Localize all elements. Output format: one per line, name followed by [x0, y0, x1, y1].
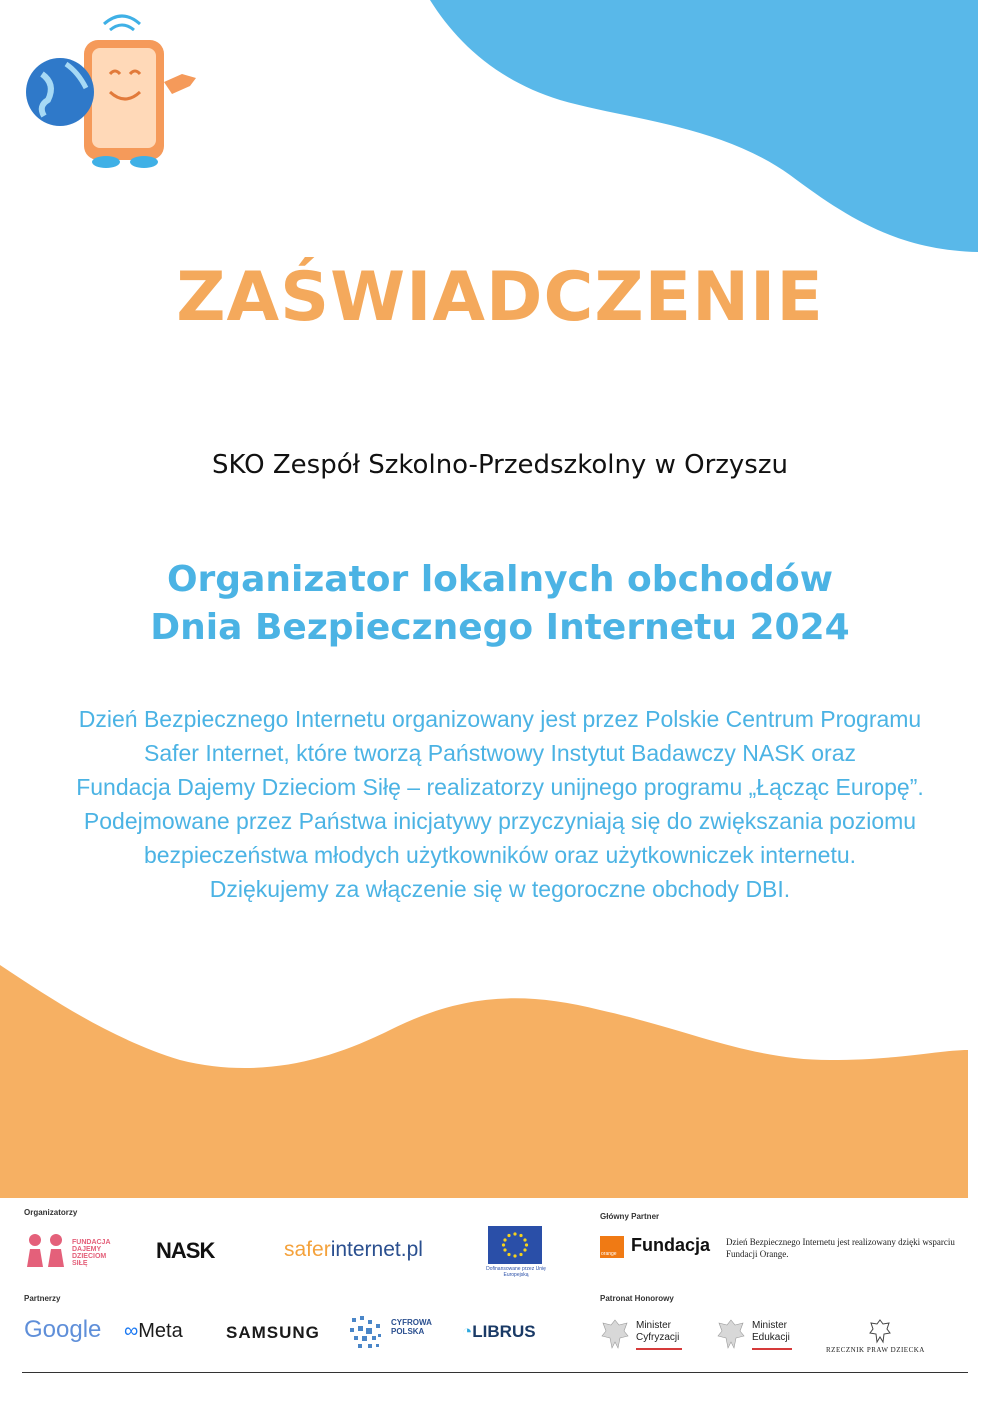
- main-partner-label: Główny Partner: [600, 1212, 660, 1221]
- cyfrowa-line: CYFROWA: [391, 1318, 432, 1327]
- body-line: Safer Internet, które tworzą Państwowy Instytut Badawczy NASK oraz: [143, 740, 857, 766]
- bottom-divider: [22, 1372, 968, 1373]
- body-line: Podejmowane przez Państwa inicjatywy przyczyniają się do zwiększania poziomu: [83, 808, 917, 834]
- certificate-subtitle: [0, 556, 1000, 652]
- fdds-line: DZIECIOM: [72, 1253, 107, 1260]
- recipient-name: SKO Zespół Szkolno-Przedszkolny w Orzyszu: [212, 450, 788, 480]
- safer-rest: internet.pl: [330, 1238, 423, 1261]
- minister-line: Cyfryzacji: [636, 1332, 680, 1343]
- rzecznik-praw-dziecka: RZECZNIK PRAW DZIECKA: [826, 1346, 925, 1354]
- minister-underline: [636, 1348, 682, 1350]
- safer-accent: safer: [284, 1238, 331, 1261]
- minister-line: Edukacji: [752, 1332, 790, 1343]
- body-line: Fundacja Dajemy Dzieciom Siłę – realizatorzy unijnego programu „Łącząc Europę”.: [76, 774, 924, 800]
- body-line: Dziękujemy za włączenie się w tegoroczne obchody DBI.: [209, 876, 791, 902]
- cyfrowa-line: POLSKA: [391, 1327, 425, 1336]
- nask-logo: NASK: [156, 1238, 215, 1263]
- saferinternet-logo: [284, 1238, 423, 1262]
- fdds-name: [72, 1239, 111, 1267]
- librus-word: LIBRUS: [472, 1322, 536, 1341]
- meta-infinity-icon: ∞: [124, 1320, 139, 1342]
- minister-edukacji: [752, 1320, 792, 1350]
- certificate-title: ZAŚWIADCZENIE: [176, 258, 824, 337]
- subtitle-line: Organizator lokalnych obchodów: [166, 559, 834, 600]
- meta-word: Meta: [138, 1320, 183, 1342]
- partners-label: Partnerzy: [24, 1294, 61, 1303]
- cyfrowa-polska-name: [391, 1318, 432, 1336]
- minister-underline: [752, 1348, 792, 1350]
- subtitle-line: Dnia Bezpiecznego Internetu 2024: [150, 607, 850, 648]
- body-line: Dzień Bezpiecznego Internetu organizowany jest przez Polskie Centrum Programu: [78, 706, 922, 732]
- librus-logo: [462, 1322, 536, 1342]
- fdds-line: FUNDACJA: [72, 1239, 111, 1246]
- fdds-logo: [24, 1233, 144, 1273]
- honorary-label: Patronat Honorowy: [600, 1294, 674, 1303]
- samsung-logo: SAMSUNG: [226, 1323, 320, 1342]
- fdds-children-icon: [24, 1233, 68, 1269]
- fdds-line: SIŁĘ: [72, 1260, 88, 1267]
- cyfrowa-polska-pixel-icon: [348, 1314, 388, 1354]
- minister-cyfryzacji: [636, 1320, 682, 1350]
- fdds-line: DAJEMY: [72, 1246, 102, 1253]
- rpd-eagle-icon: [868, 1318, 892, 1344]
- fundacja-orange-name: Fundacja: [631, 1235, 711, 1255]
- organizers-label: Organizatorzy: [24, 1208, 78, 1217]
- main-partner-note: Dzień Bezpiecznego Internetu jest realizowany dzięki wsparciu Fundacji Orange.: [726, 1237, 955, 1259]
- eagle-emblem-icon: [600, 1316, 630, 1352]
- orange-word: orange: [601, 1251, 617, 1257]
- eu-flag-icon: [488, 1226, 542, 1264]
- meta-logo: [124, 1320, 183, 1343]
- librus-ring-icon: ◔: [462, 1322, 473, 1341]
- google-logo: Google: [24, 1316, 102, 1343]
- eagle-emblem-icon: [716, 1316, 746, 1352]
- mascot-phone-globe-icon: [22, 12, 202, 172]
- minister-line: Minister: [636, 1320, 672, 1331]
- body-line: bezpieczeństwa młodych użytkowników oraz użytkowniczek internetu.: [143, 842, 857, 868]
- minister-line: Minister: [752, 1320, 788, 1331]
- certificate-body: [20, 702, 980, 906]
- eu-caption: Dofinansowane przez Unię Europejską: [486, 1266, 546, 1278]
